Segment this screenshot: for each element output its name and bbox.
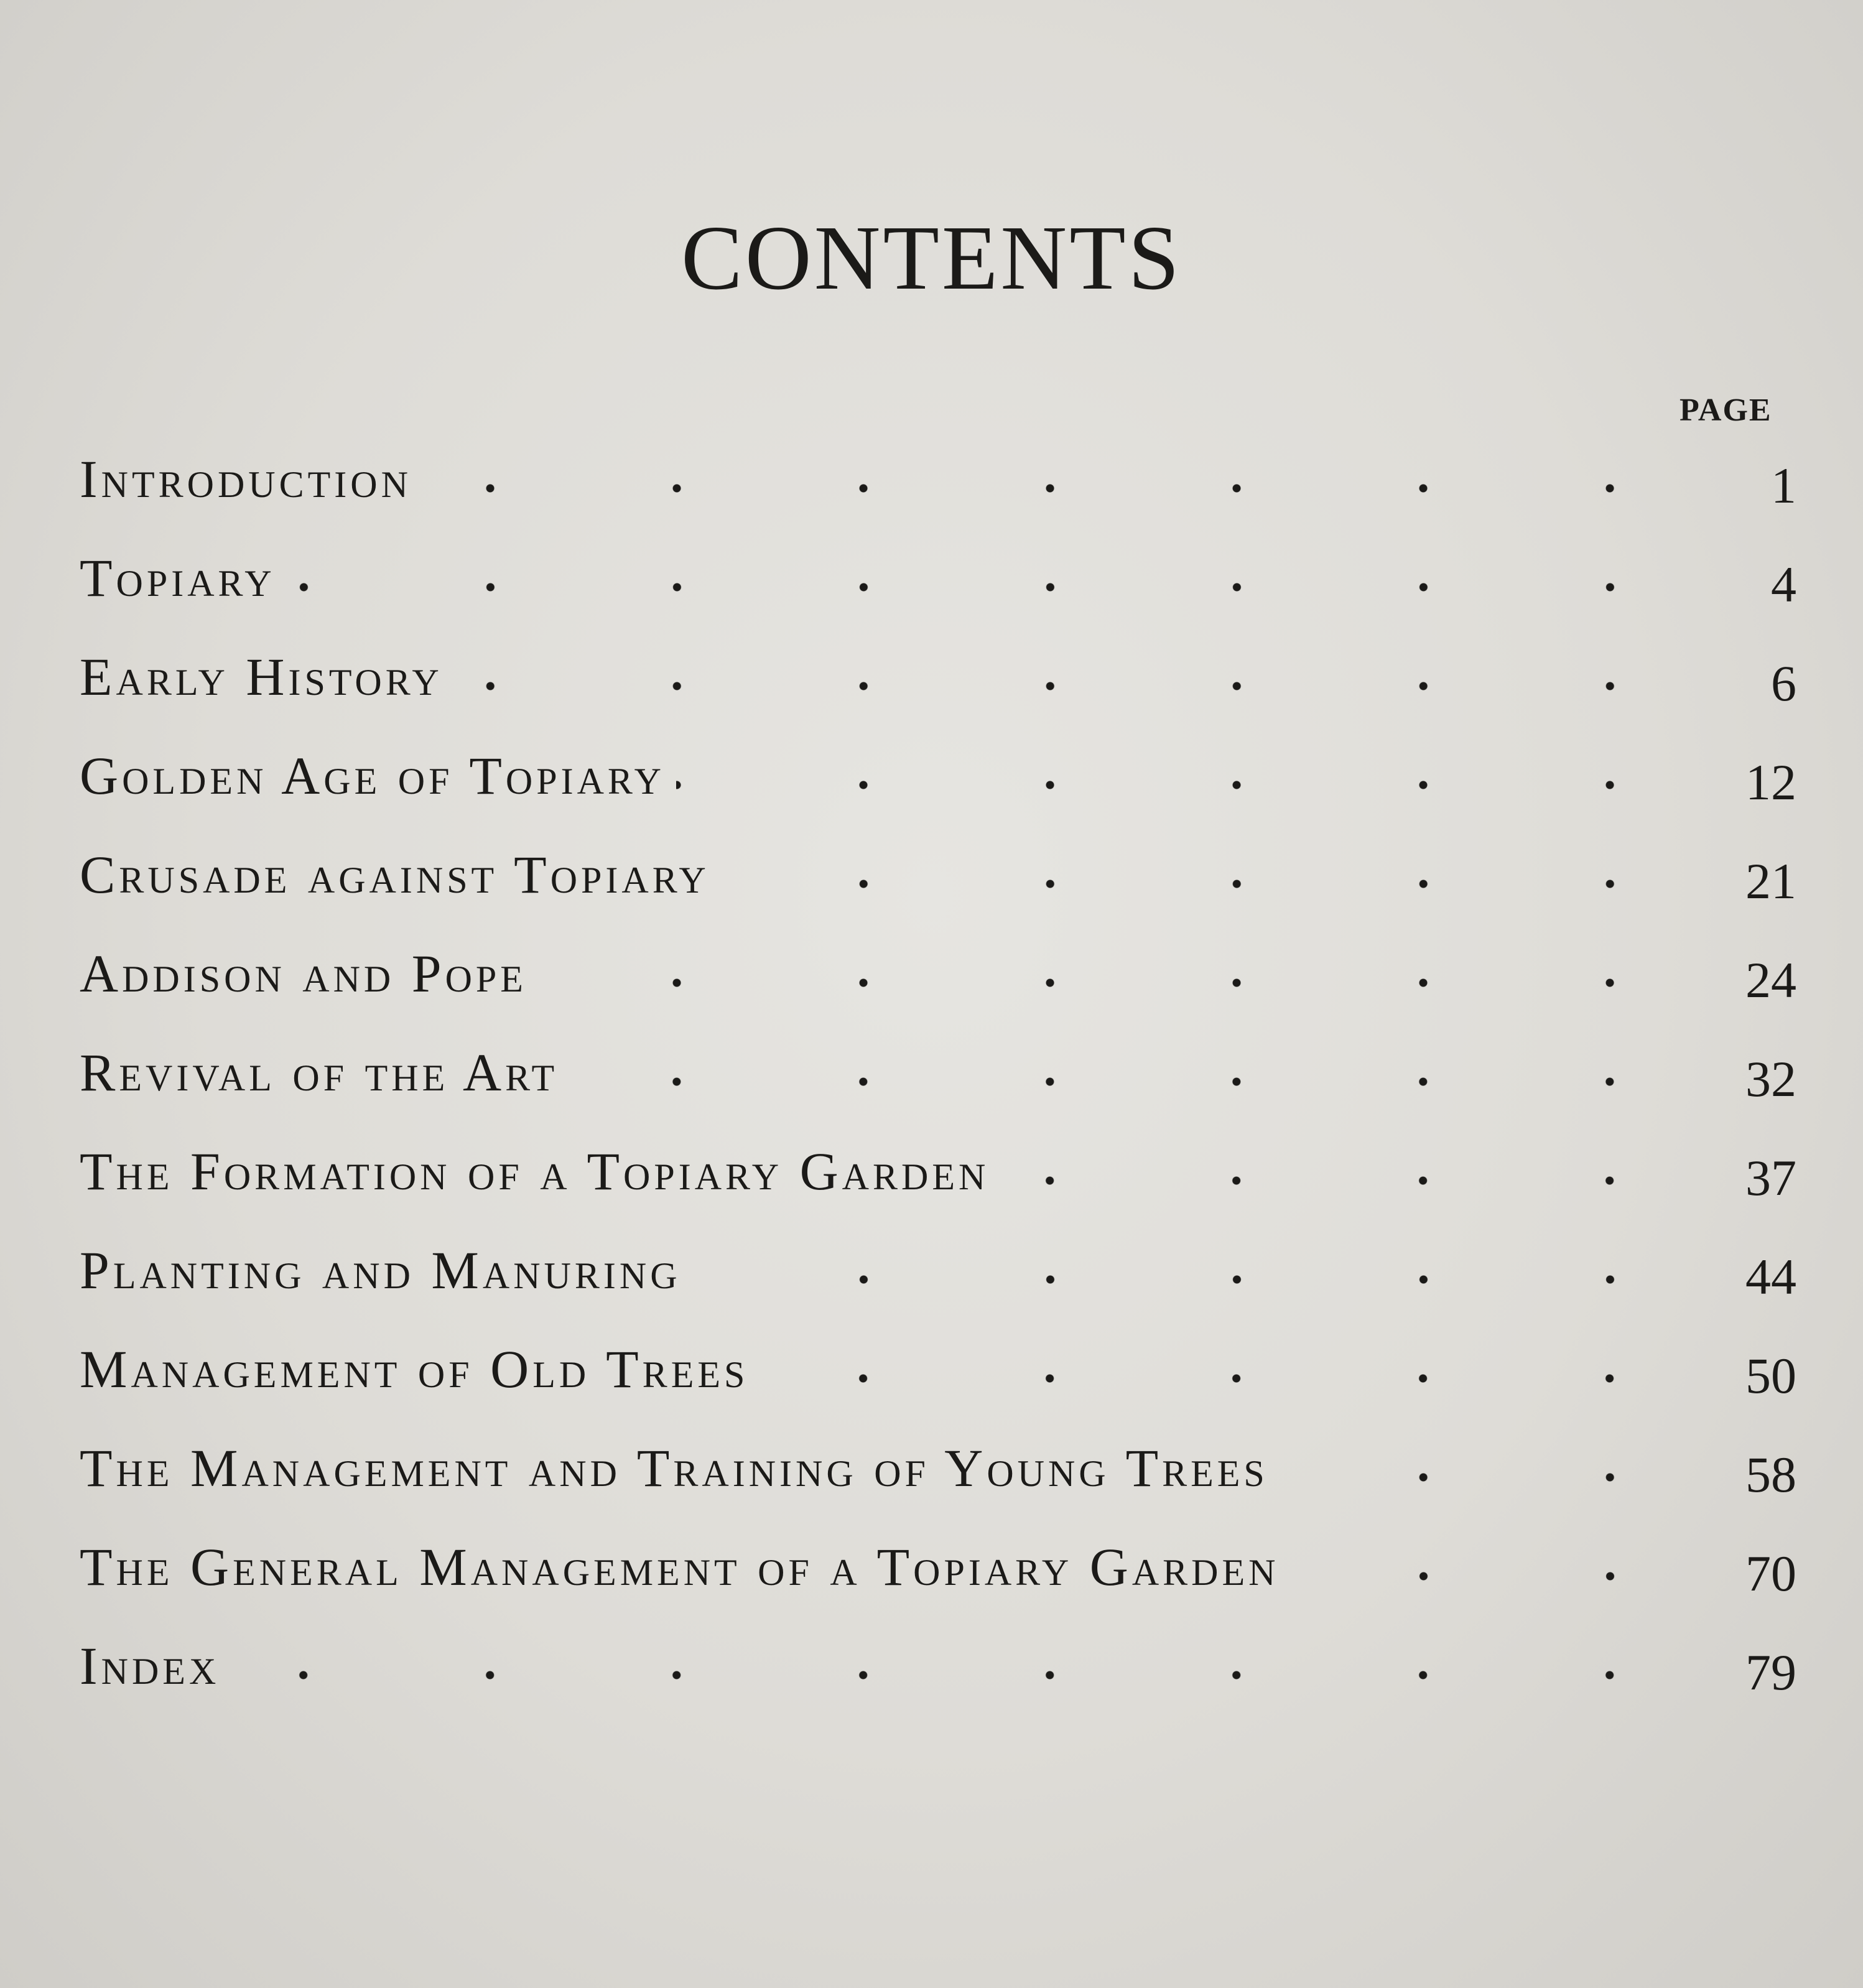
entry-page-number: 70 — [1745, 1544, 1796, 1602]
dot-leader — [538, 977, 1703, 989]
contents-entry — [80, 1616, 1796, 1715]
dot-leader — [721, 878, 1703, 890]
entry-page-number: 32 — [1745, 1050, 1796, 1107]
entry-page-number: 79 — [1745, 1643, 1796, 1701]
dot-leader — [231, 1669, 1703, 1681]
contents-list — [80, 429, 1796, 1715]
dot-leader — [1291, 1570, 1704, 1582]
entry-title: Golden Age of Topiary — [80, 745, 665, 806]
entry-title: Introduction — [80, 448, 412, 509]
contents-entry — [80, 1418, 1796, 1517]
page-column-label: PAGE — [1679, 392, 1772, 428]
dot-leader — [423, 482, 1703, 495]
entry-page-number: 6 — [1771, 654, 1796, 712]
entry-page-number: 21 — [1745, 852, 1796, 909]
contents-entry — [80, 1517, 1796, 1616]
entry-title: Addison and Pope — [80, 943, 527, 1003]
entry-title: Management of Old Trees — [80, 1339, 749, 1399]
entry-title: Index — [80, 1635, 220, 1696]
dot-leader — [454, 680, 1703, 692]
contents-entry — [80, 627, 1796, 726]
dot-leader — [1280, 1471, 1703, 1484]
contents-entry — [80, 1023, 1796, 1122]
entry-title: The General Management of a Topiary Garden — [80, 1536, 1280, 1597]
entry-page-number: 58 — [1745, 1446, 1796, 1503]
dot-leader — [1000, 1174, 1703, 1187]
contents-entry — [80, 1220, 1796, 1319]
entry-page-number: 37 — [1745, 1149, 1796, 1206]
contents-entry — [80, 1122, 1796, 1220]
contents-entry — [80, 825, 1796, 924]
contents-entry — [80, 1319, 1796, 1418]
entry-page-number: 50 — [1745, 1347, 1796, 1404]
dot-leader — [692, 1273, 1703, 1286]
entry-title: The Management and Training of Young Trees — [80, 1438, 1268, 1498]
contents-entry — [80, 429, 1796, 528]
dot-leader — [569, 1075, 1703, 1088]
dot-leader — [760, 1372, 1703, 1385]
dot-leader — [287, 581, 1703, 593]
entry-title: Revival of the Art — [80, 1042, 559, 1102]
entry-title: Planting and Manuring — [80, 1240, 681, 1300]
page-title: CONTENTS — [681, 207, 1182, 309]
entry-title: The Formation of a Topiary Garden — [80, 1141, 990, 1201]
entry-page-number: 4 — [1771, 555, 1796, 613]
dot-leader — [676, 779, 1703, 791]
entry-title: Early History — [80, 646, 443, 707]
entry-page-number: 1 — [1771, 457, 1796, 514]
contents-entry — [80, 726, 1796, 825]
entry-page-number: 44 — [1745, 1248, 1796, 1305]
entry-page-number: 12 — [1745, 753, 1796, 811]
contents-entry — [80, 528, 1796, 627]
entry-title: Topiary — [80, 547, 276, 608]
entry-title: Crusade against Topiary — [80, 844, 710, 904]
contents-entry — [80, 924, 1796, 1023]
entry-page-number: 24 — [1745, 951, 1796, 1008]
